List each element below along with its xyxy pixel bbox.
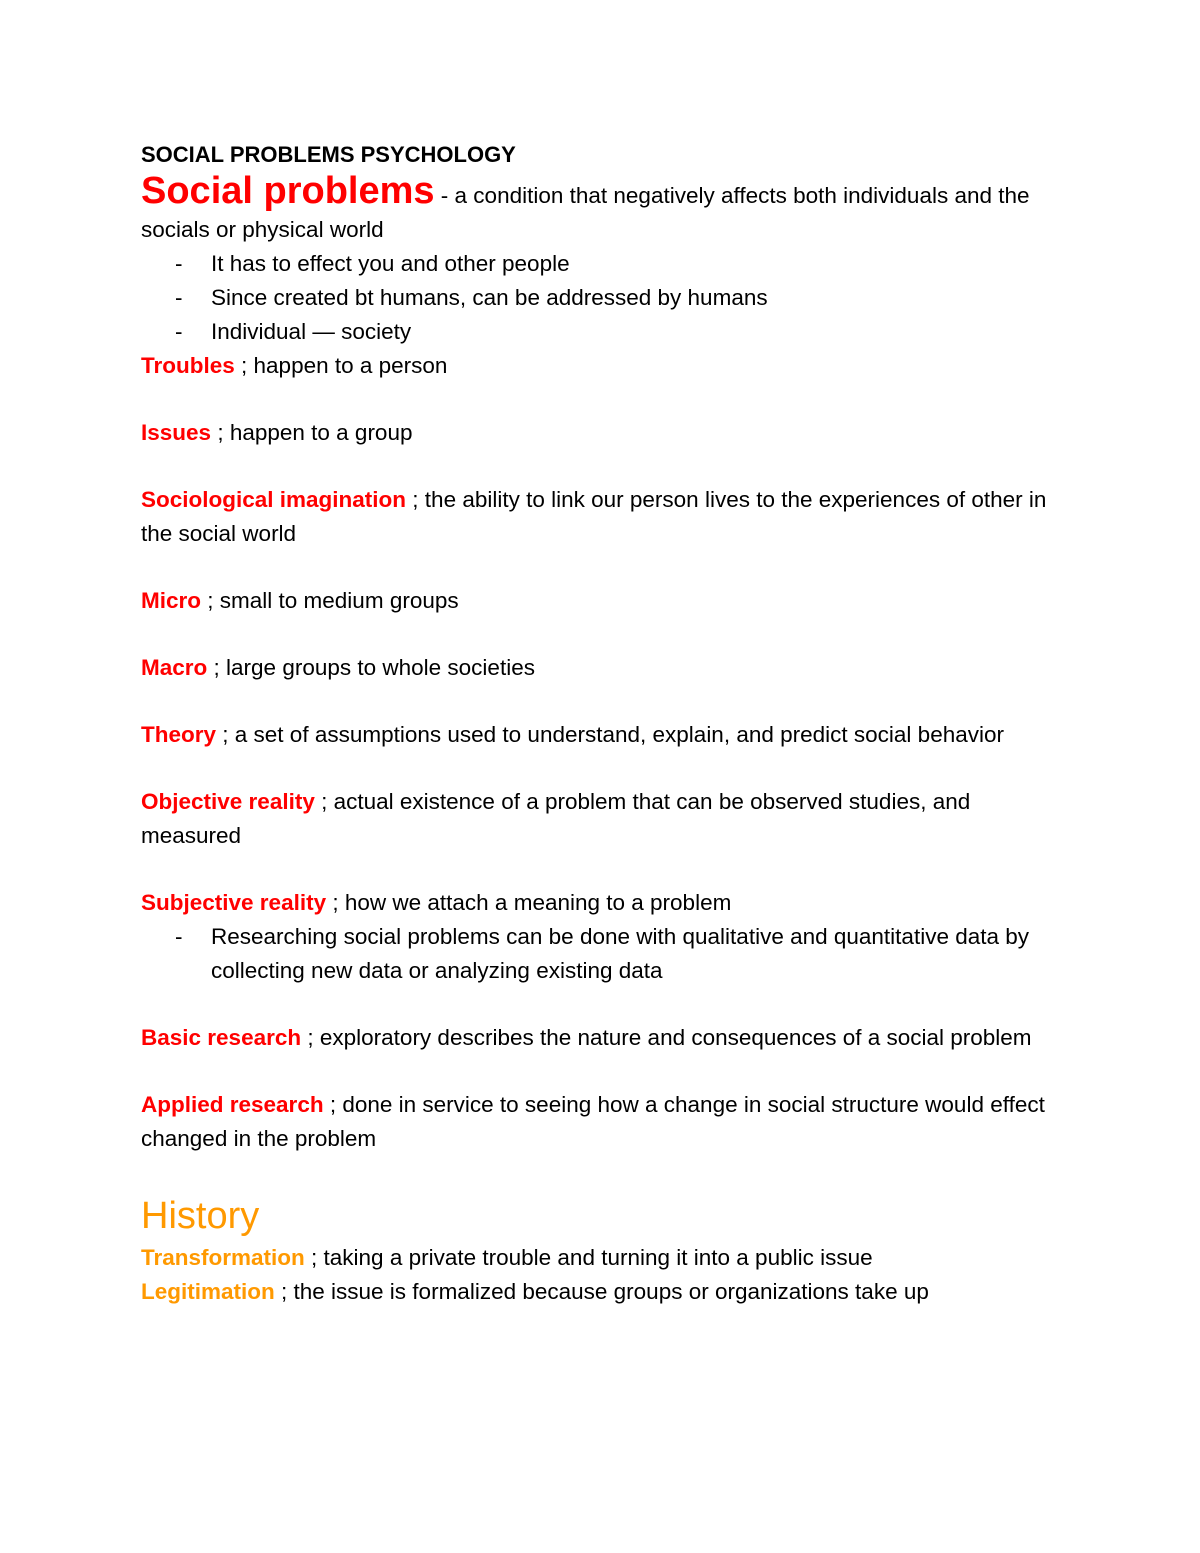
- entry-term: Applied research: [141, 1092, 324, 1117]
- entry-objective-reality: [141, 785, 1061, 853]
- entry-term: Theory: [141, 722, 217, 747]
- entry-transformation: [141, 1241, 1061, 1275]
- blank-line: [141, 988, 1061, 1021]
- entry-term: Macro: [141, 655, 208, 680]
- entry-definition: ; exploratory describes the nature and consequences of a social problem: [301, 1025, 1032, 1050]
- entry-definition: ; a set of assumptions used to understand, explain, and predict social behavior: [216, 722, 1004, 747]
- blank-line: [141, 383, 1061, 416]
- blank-line: [141, 853, 1061, 886]
- document-title: SOCIAL PROBLEMS PSYCHOLOGY: [141, 142, 516, 167]
- entry-macro: [141, 651, 1061, 685]
- entry-definition: ; done in service to seeing how a change in social structure would effect changed in the problem: [141, 1092, 1045, 1151]
- intro-definition: - a condition that negatively affects both individuals and the socials or physical world: [141, 183, 1030, 242]
- history-definition: ; the issue is formalized because groups or organizations take up: [274, 1279, 929, 1304]
- intro-bullet: - Since created bt humans, can be addressed by humans: [211, 281, 1061, 315]
- history-term: Transformation: [141, 1245, 305, 1270]
- entry-theory: [141, 718, 1061, 752]
- entry-basic-research: [141, 1021, 1061, 1055]
- blank-line: [141, 1156, 1061, 1189]
- entry-definition: ; actual existence of a problem that can be observed studies, and measured: [141, 789, 971, 848]
- entry-issues: [141, 416, 1061, 450]
- entry-definition: ; how we attach a meaning to a problem: [326, 890, 732, 915]
- subjective-bullet: - Researching social problems can be done with qualitative and quantitative data by collecting new data or analyzing existing data: [211, 920, 1061, 988]
- entry-term: Sociological imagination: [141, 487, 407, 512]
- entry-micro: [141, 584, 1061, 618]
- entry-definition: ; happen to a person: [234, 353, 448, 378]
- entry-applied-research: [141, 1088, 1061, 1156]
- entry-definition: ; large groups to whole societies: [207, 655, 535, 680]
- blank-line: [141, 551, 1061, 584]
- blank-line: [141, 685, 1061, 718]
- intro-paragraph: [141, 172, 1061, 247]
- subjective-bullet-list: [141, 920, 1061, 988]
- entry-troubles: [141, 349, 1061, 383]
- intro-term: Social problems: [141, 170, 435, 212]
- entry-term: Troubles: [141, 353, 235, 378]
- entry-term: Subjective reality: [141, 890, 327, 915]
- entry-subjective-reality: [141, 886, 1061, 920]
- intro-bullet-list: [141, 247, 1061, 349]
- entry-definition: ; the ability to link our person lives to the experiences of other in the social world: [141, 487, 1047, 546]
- intro-bullet: - It has to effect you and other people: [211, 247, 1061, 281]
- blank-line: [141, 450, 1061, 483]
- entry-definition: ; small to medium groups: [201, 588, 459, 613]
- history-heading: History: [141, 1195, 260, 1237]
- entry-legitimation: [141, 1275, 1061, 1309]
- intro-bullet: - Individual — society: [211, 315, 1061, 349]
- entry-term: Objective reality: [141, 789, 315, 814]
- document-page: [141, 138, 1061, 1309]
- entry-term: Micro: [141, 588, 202, 613]
- blank-line: [141, 752, 1061, 785]
- entry-term: Basic research: [141, 1025, 302, 1050]
- history-term: Legitimation: [141, 1279, 275, 1304]
- entry-definition: ; happen to a group: [211, 420, 413, 445]
- blank-line: [141, 1055, 1061, 1088]
- blank-line: [141, 618, 1061, 651]
- entry-sociological-imagination: [141, 483, 1061, 551]
- entry-term: Issues: [141, 420, 212, 445]
- history-definition: ; taking a private trouble and turning it into a public issue: [304, 1245, 873, 1270]
